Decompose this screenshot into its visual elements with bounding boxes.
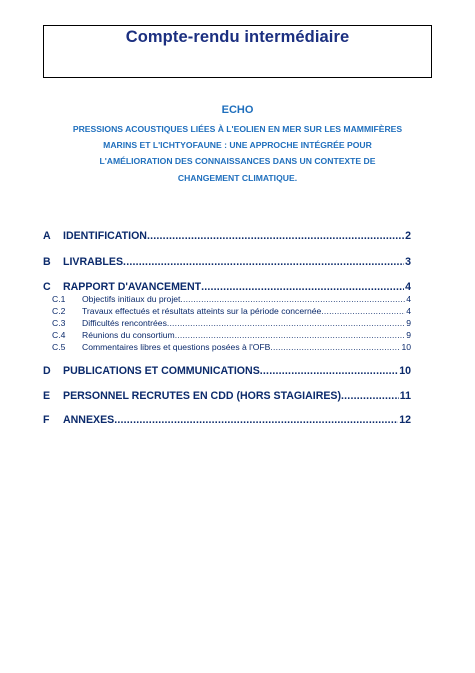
document-title: Compte-rendu intermédiaire	[125, 28, 350, 46]
toc-page-number: 4	[406, 294, 411, 304]
toc-page-number: 11	[399, 390, 411, 402]
toc-entry-d[interactable]	[43, 363, 411, 377]
toc-subentry-c2[interactable]	[43, 305, 411, 317]
toc-entry-c[interactable]	[43, 279, 411, 293]
toc-label: RAPPORT D'AVANCEMENT	[63, 281, 202, 293]
toc-leader-dots	[147, 230, 404, 242]
toc-letter: F	[43, 414, 50, 426]
toc-letter: A	[43, 230, 51, 242]
toc-leader-dots	[201, 281, 404, 293]
toc-subentry-c4[interactable]	[43, 329, 411, 341]
table-of-contents	[43, 228, 411, 426]
toc-page-number: 9	[406, 318, 411, 328]
toc-label: Réunions du consortium	[82, 330, 175, 340]
toc-page-number: 9	[406, 330, 411, 340]
toc-entry-f[interactable]	[43, 412, 411, 426]
toc-leader-dots	[167, 317, 405, 329]
project-acronym: ECHO	[221, 104, 254, 116]
toc-label: ANNEXES	[63, 414, 115, 426]
toc-page-number: 10	[401, 342, 411, 352]
toc-leader-dots	[114, 414, 398, 426]
toc-subnumber: C.5	[52, 342, 66, 352]
toc-subnumber: C.1	[52, 294, 66, 304]
subtitle-line: PRESSIONS ACOUSTIQUES LIÉES À L'EOLIEN EN MER SUR LES MAMMIFÈRES	[72, 124, 403, 134]
toc-label: IDENTIFICATION	[63, 230, 147, 242]
toc-subentry-c5[interactable]	[43, 341, 411, 353]
toc-subnumber: C.2	[52, 306, 66, 316]
toc-label: Travaux effectués et résultats atteints sur la période concernée	[82, 306, 322, 316]
toc-letter: C	[43, 281, 51, 293]
toc-label: PERSONNEL RECRUTES EN CDD (HORS STAGIAIRES)	[63, 390, 342, 402]
toc-leader-dots	[123, 256, 404, 268]
toc-page-number: 3	[405, 256, 411, 268]
toc-label: LIVRABLES	[63, 256, 124, 268]
toc-page-number: 2	[405, 230, 411, 242]
toc-subentry-c3[interactable]	[43, 317, 411, 329]
toc-page-number: 4	[406, 306, 411, 316]
toc-leader-dots	[260, 365, 398, 377]
toc-entry-a[interactable]	[43, 228, 411, 242]
toc-entry-b[interactable]	[43, 254, 411, 268]
toc-leader-dots	[321, 305, 405, 317]
toc-leader-dots	[175, 329, 406, 341]
subtitle-line: CHANGEMENT CLIMATIQUE.	[177, 172, 298, 183]
toc-subnumber: C.3	[52, 318, 66, 328]
toc-leader-dots	[270, 341, 400, 353]
toc-page-number: 12	[399, 414, 411, 426]
toc-subentry-c1[interactable]	[43, 293, 411, 305]
toc-leader-dots	[180, 293, 405, 305]
project-subtitle	[40, 121, 435, 186]
toc-page-number: 4	[405, 281, 411, 293]
toc-label: PUBLICATIONS ET COMMUNICATIONS	[63, 365, 260, 377]
toc-page-number: 10	[399, 365, 411, 377]
title-box	[43, 25, 432, 78]
toc-letter: B	[43, 256, 51, 268]
subtitle-line: L'AMÉLIORATION DES CONNAISSANCES DANS UN CONTEXTE DE	[99, 156, 376, 167]
toc-label: Commentaires libres et questions posées à l'OFB	[82, 342, 271, 352]
toc-leader-dots	[341, 390, 399, 402]
toc-label: Objectifs initiaux du projet	[82, 294, 181, 304]
toc-subnumber: C.4	[52, 330, 66, 340]
toc-entry-e[interactable]	[43, 388, 411, 402]
toc-letter: E	[43, 390, 51, 402]
subtitle-line: MARINS ET L'ICHTYOFAUNE : UNE APPROCHE INTÉGRÉE POUR	[103, 140, 372, 151]
toc-label: Difficultés rencontrées	[82, 318, 167, 328]
toc-letter: D	[43, 365, 51, 377]
